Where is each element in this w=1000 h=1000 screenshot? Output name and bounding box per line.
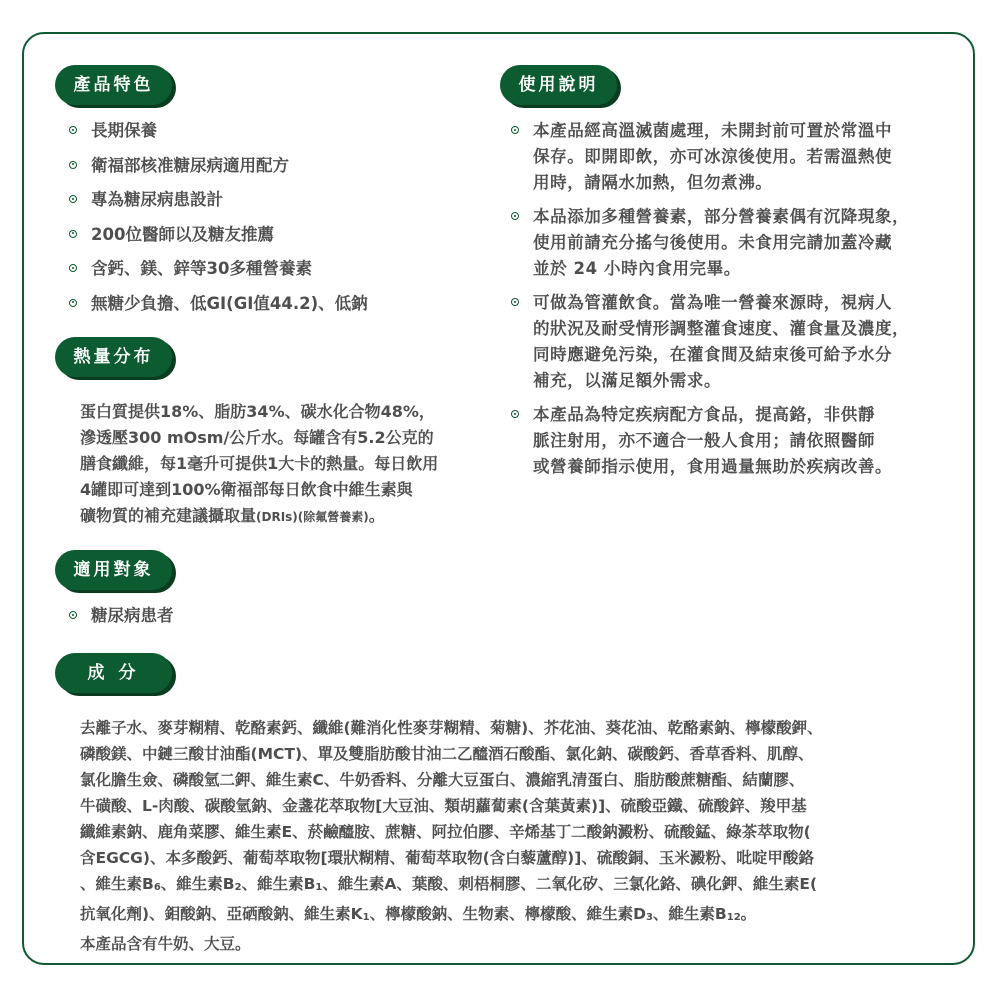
section-title: 熱量分布: [73, 347, 154, 367]
list-item: 糖尿病患者: [69, 603, 469, 629]
section-header-usage: [500, 65, 617, 105]
list-item: 無糖少負擔、低GI(GI值44.2)、低鈉: [69, 291, 469, 317]
list-item: 可做為管灌飲食。當為唯一營養來源時，視病人 的狀況及耐受情形調整灌食速度、灌食量及濃度， 同時應避免污染，在灌食間及結束後可給予水分 補充，以滿足額外需求。: [511, 290, 951, 394]
section-header-features: [55, 65, 172, 105]
list-item: 專為糖尿病患設計: [69, 187, 469, 213]
list-item: 本產品為特定疾病配方食品，提高鉻，非供靜 脈注射用，亦不適合一般人食用；請依照醫師 或營養師指示使用，食用過量無助於疾病改善。: [511, 402, 951, 480]
list-item: 長期保養: [69, 118, 469, 144]
ingredients-paragraph: 去離子水、麥芽糊精、乾酪素鈣、纖維(難消化性麥芽糊精、菊糖)、芥花油、葵花油、乾酪素鈉、檸檬酸鉀、 磷酸鎂、中鏈三酸甘油酯(MCT)、單及雙脂肪酸甘油二乙醯酒石酸酯、氯化鈉、碳酸鈣、香草香料、肌醇、 氯化膽生僉、磷酸氫二鉀、維生素C、牛奶香料、分離大豆蛋白、濃縮乳清蛋白、脂肪酸蔗糖酯、結蘭膠、 牛磺酸、L-肉酸、碳酸氫鈉、金盞花萃取物[大豆油、類胡蘿蔔素(含葉黃素)]、硫酸亞鐵、硫酸鋅、羧甲基 纖維素鈉、鹿角菜膠、維生素E、菸鹼醯胺、蔗糖、阿拉伯膠、辛烯基丁二酸鈉澱粉、硫酸錳、綠茶萃取物( 含EGCG)、本多酸鈣、葡萄萃取物[環狀糊精、葡萄萃取物(含白藜蘆醇)]、硫酸銅、玉米澱粉、吡啶甲酸鉻 、維生素$B_6$、維生素$B_2$、維生素$B_1$、維生素A、葉酸、刺梧桐膠、二氧化矽、三氯化鉻、碘化鉀、維生素E( 抗氧化劑)、鉬酸鈉、亞硒酸鈉、維生素$K_1$、檸檬酸鈉、生物素、檸檬酸、維生素$D_3$、維生素$B_{12}$。 本產品含有牛奶、大豆。: [80, 715, 960, 957]
bullet-icon: [511, 126, 519, 134]
bullet-icon: [69, 264, 77, 272]
section-header-ingredients: [55, 653, 172, 693]
section-title: 產品特色: [73, 75, 154, 95]
list-item: 本產品經高溫滅菌處理，未開封前可置於常溫中 保存。即開即飲，亦可冰涼後使用。若需溫熱使 用時，請隔水加熱，但勿煮沸。: [511, 118, 951, 196]
features-list: [69, 118, 469, 325]
list-item: 本品添加多種營養素，部分營養素偶有沉降現象， 使用前請充分搖勻後使用。未食用完請加蓋冷藏 並於 24 小時內食用完畢。: [511, 204, 951, 282]
bullet-icon: [69, 611, 77, 619]
calories-paragraph: 蛋白質提供18%、脂肪34%、碳水化合物48%， 滲透壓300 mOsm/公斤水。每罐含有5.2公克的 膳食纖維，每1毫升可提供1大卡的熱量。每日飲用 4罐即可達到100%衛福部每日飲食中維生素與 礦物質的補充建議攝取量(DRIs)(除氟營養素)。: [80, 402, 439, 525]
section-header-calories: [55, 337, 172, 377]
bullet-icon: [69, 161, 77, 169]
section-title: 成分: [87, 663, 150, 683]
section-header-target: [55, 550, 172, 590]
section-title: 適用對象: [73, 560, 154, 580]
bullet-icon: [69, 126, 77, 134]
allergen-note: 本產品含有牛奶、大豆。: [80, 935, 251, 953]
section-title: 使用說明: [518, 75, 599, 95]
bullet-icon: [69, 299, 77, 307]
usage-list: [511, 118, 951, 488]
bullet-icon: [69, 195, 77, 203]
bullet-icon: [511, 410, 519, 418]
bullet-icon: [511, 212, 519, 220]
list-item: 含鈣、鎂、鋅等30多種營養素: [69, 256, 469, 282]
bullet-icon: [511, 298, 519, 306]
bullet-icon: [69, 230, 77, 238]
target-list: [69, 603, 469, 638]
list-item: 衛福部核准糖尿病適用配方: [69, 153, 469, 179]
list-item: 200位醫師以及糖友推薦: [69, 222, 469, 248]
